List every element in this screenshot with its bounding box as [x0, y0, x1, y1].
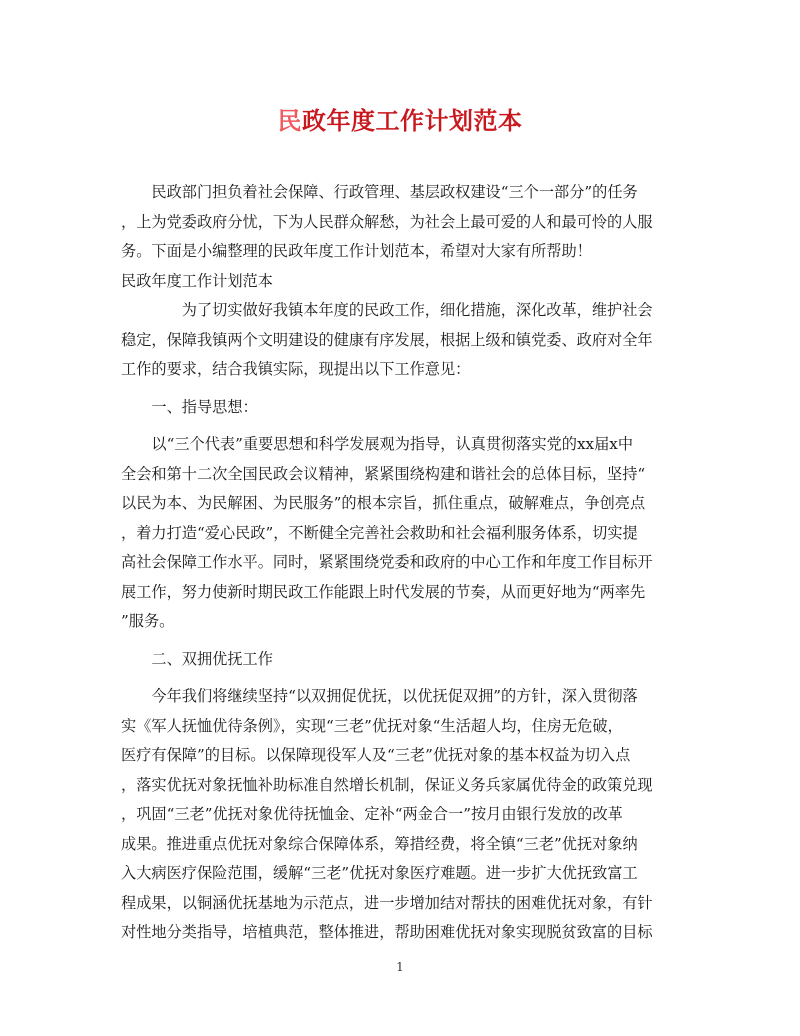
paragraph-line: 程成果，以铜涵优抚基地为示范点，进一步增加结对帮扶的困难优抚对象，有针 — [121, 893, 653, 912]
paragraph-line: 以“三个代表”重要思想和科学发展观为指导，认真贯彻落实党的xx届x中 — [121, 435, 634, 453]
document-title — [0, 104, 800, 138]
paragraph-line: ，巩固“三老”优抚对象优待抚恤金、定补“两金合一”按月由银行发放的改革 — [121, 805, 623, 823]
document-body — [121, 178, 681, 948]
subheading-line: 民政年度工作计划范本 — [121, 271, 273, 290]
page-number: 1 — [396, 960, 404, 974]
paragraph-line: ，着力打造“爱心民政”，不断健全完善社会救助和社会福利服务体系，切实提 — [121, 523, 638, 542]
paragraph-line: 高社会保障工作水平。同时，紧紧围绕党委和政府的中心工作和年度工作目标开 — [121, 553, 653, 571]
paragraph-line: 工作的要求，结合我镇实际，现提出以下工作意见： — [121, 360, 471, 378]
paragraph-line: 为了切实做好我镇本年度的民政工作，细化措施，深化改革，维护社会 — [121, 301, 653, 319]
paragraph-line: ”服务。 — [121, 612, 175, 630]
intro-line: 务。下面是小编整理的民政年度工作计划范本，希望对大家有所帮助！ — [121, 242, 592, 260]
paragraph-line: 入大病医疗保险范围，缓解“三老”优抚对象医疗难题。进一步扩大优抚致富工 — [121, 864, 638, 882]
paragraph-line: 医疗有保障”的目标。以保障现役军人及“三老”优抚对象的基本权益为切入点 — [121, 746, 631, 764]
intro-line: ，上为党委政府分忧，下为人民群众解愁，为社会上最可爱的人和最可怜的人服 — [121, 212, 653, 231]
paragraph-line: ，落实优抚对象抚恤补助标准自然增长机制，保证义务兵家属优待金的政策兑现 — [121, 775, 653, 794]
paragraph-line: 以民为本、为民解困、为民服务”的根本宗旨，抓住重点，破解难点，争创亮点 — [121, 494, 646, 512]
intro-line: 民政部门担负着社会保障、行政管理、基层政权建设“三个一部分”的任务 — [121, 183, 638, 201]
title-first-character: 民 — [277, 106, 302, 135]
paragraph-line: 今年我们将继续坚持“以双拥促优抚，以优抚促双拥”的方针，深入贯彻落 — [121, 687, 638, 705]
title-remainder: 政年度工作计划范本 — [302, 106, 523, 135]
paragraph-line: 成果。推进重点优抚对象综合保障体系，筹措经费，将全镇“三老”优抚对象纳 — [121, 834, 638, 853]
paragraph-line: 对性地分类指导，培植典范，整体推进，帮助困难优抚对象实现脱贫致富的目标 — [121, 923, 653, 941]
paragraph-line: 展工作，努力使新时期民政工作能跟上时代发展的节奏，从而更好地为“两率先 — [121, 582, 646, 601]
section-heading: 二、双拥优抚工作 — [121, 649, 273, 668]
paragraph-line: 实《军人抚恤优待条例》，实现“三老”优抚对象“生活超人均，住房无危破， — [121, 716, 623, 735]
section-heading: 一、指导思想： — [121, 397, 258, 416]
paragraph-line: 全会和第十二次全国民政会议精神，紧紧围绕构建和谐社会的总体目标，坚持“ — [121, 464, 646, 483]
paragraph-line: 稳定，保障我镇两个文明建设的健康有序发展，根据上级和镇党委、政府对全年 — [121, 330, 653, 349]
